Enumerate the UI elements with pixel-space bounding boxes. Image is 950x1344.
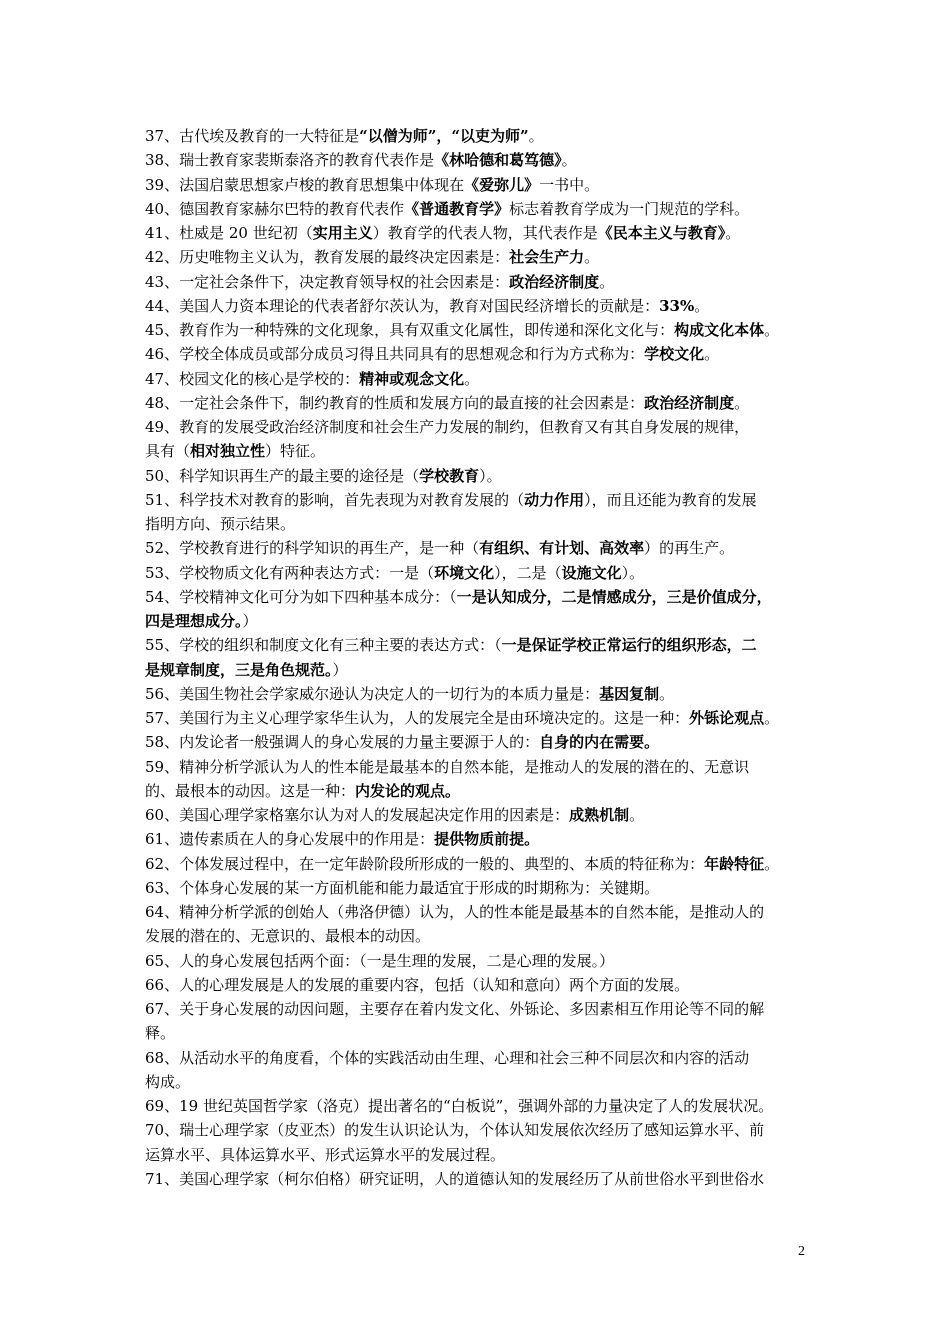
text-line: [145, 536, 817, 560]
text-line: [145, 706, 817, 730]
text-segment: ），二是（: [494, 563, 562, 582]
text-line: [145, 318, 817, 342]
text-line: [145, 173, 817, 197]
text-segment: 52、学校教育进行的科学知识的再生产，是一种（: [145, 539, 480, 558]
text-segment: 68、从活动水平的角度看，个体的实践活动由生理、心理和社会三种不同层次和内容的活动: [145, 1048, 750, 1067]
text-segment: 60、美国心理学家格塞尔认为对人的发展起决定作用的因素是：: [145, 806, 570, 824]
bold-answer: 动力作用: [524, 490, 585, 509]
text-segment: 67、关于身心发展的动因问题，主要存在着内发文化、外铄论、多因素相互作用论等不同的解: [145, 1000, 765, 1018]
text-segment: 47、校园文化的核心是学校的：: [145, 369, 360, 388]
bold-answer: 相对独立性: [190, 442, 266, 461]
bold-answer: 实用主义: [312, 224, 373, 242]
text-line: [145, 949, 817, 973]
text-segment: 58、内发论者一般强调人的身心发展的力量主要源于人的：: [145, 733, 540, 752]
text-segment: 54、学校精神文化可分为如下四种基本成分：（: [145, 587, 457, 606]
text-line: [145, 682, 817, 706]
text-line: [145, 512, 817, 536]
bold-answer: 学校教育: [419, 466, 480, 485]
text-segment: 49、教育的发展受政治经济制度和社会生产力发展的制约，但教育又有其自身发展的规律，: [145, 418, 750, 436]
text-segment: ）特征。: [265, 442, 326, 461]
text-line: [145, 415, 817, 439]
text-line: [145, 294, 817, 318]
bold-answer: 自身的内在需要。: [539, 733, 660, 752]
text-segment: ）: [332, 660, 348, 679]
text-segment: 65、人的身心发展包括两个面：（一是生理的发展，二是心理的发展。）: [145, 951, 615, 970]
text-body: [145, 124, 817, 1191]
text-segment: 56、美国生物社会学家威尔逊认为决定人的一切行为的本质力量是：: [145, 684, 600, 703]
text-line: [145, 852, 817, 876]
text-line: [145, 1094, 817, 1118]
text-line: [145, 342, 817, 366]
bold-answer: 四是理想成分。: [145, 612, 243, 630]
text-segment: 标志着教育学成为一门规范的学科。: [509, 199, 750, 218]
text-segment: ）。: [479, 466, 502, 485]
text-line: [145, 779, 817, 803]
text-line: [145, 973, 817, 997]
text-line: [145, 803, 817, 827]
text-segment: 59、精神分析学派认为人的性本能是最基本的自然本能，是推动人的发展的潜在的、无意识: [145, 757, 750, 776]
text-line: [145, 124, 817, 148]
text-segment: 53、学校物质文化有两种表达方式：一是（: [145, 563, 435, 582]
text-segment: 。: [584, 248, 600, 267]
text-line: [145, 827, 817, 851]
text-segment: 51、科学技术对教育的影响，首先表现为对教育发展的（: [145, 490, 525, 509]
bold-answer: 政治经济制度: [644, 393, 735, 412]
text-line: [145, 367, 817, 391]
bold-answer: 是规章制度，三是角色规范。: [145, 660, 333, 679]
bold-answer: 精神或观念文化: [359, 369, 465, 388]
bold-answer: 内发论的观点。: [355, 781, 461, 800]
text-line: [145, 488, 817, 512]
text-segment: 的、最根本的动因。这是一种：: [145, 781, 356, 800]
bold-answer: 33%: [659, 296, 695, 315]
text-segment: 44、美国人力资本理论的代表者舒尔茨认为，教育对国民经济增长的贡献是：: [145, 296, 660, 315]
text-line: [145, 924, 817, 948]
text-segment: 70、瑞士心理学家（皮亚杰）的发生认识论认为，个体认知发展依次经历了感知运算水平、前: [145, 1121, 765, 1140]
text-line: [145, 755, 817, 779]
text-segment: 具有（: [145, 442, 191, 461]
bold-answer: 设施文化: [561, 563, 622, 582]
text-line: [145, 876, 817, 900]
text-segment: ）教育学的代表人物，其代表作是: [372, 224, 598, 242]
text-segment: 指明方向、预示结果。: [145, 515, 296, 533]
bold-answer: 外铄论观点: [689, 709, 765, 727]
text-segment: 57、美国行为主义心理学家华生认为，人的发展完全是由环境决定的。这是一种：: [145, 709, 690, 727]
bold-answer: 提供物质前提。: [434, 830, 540, 849]
bold-answer: 《爱弥儿》: [464, 175, 540, 194]
bold-answer: 年龄特征: [704, 854, 765, 873]
text-line: [145, 658, 817, 682]
bold-answer: 一是保证学校正常运行的组织形态，二: [501, 636, 757, 655]
text-line: [145, 1021, 817, 1045]
text-segment: 46、学校全体成员或部分成员习得且共同具有的思想观念和行为方式称为：: [145, 345, 645, 364]
text-segment: 构成。: [145, 1072, 191, 1091]
text-line: [145, 997, 817, 1021]
text-line: [145, 197, 817, 221]
bold-answer: 社会生产力: [509, 248, 585, 267]
text-line: [145, 1143, 817, 1167]
text-segment: 41、杜威是 20 世纪初（: [145, 224, 313, 242]
bold-answer: 一是认知成分，二是情感成分，三是价值成分，: [456, 587, 772, 606]
page-number: 2: [798, 1244, 805, 1259]
text-line: [145, 270, 817, 294]
bold-answer: 有组织、有计划、高效率: [479, 539, 645, 558]
text-line: [145, 561, 817, 585]
bold-answer: 政治经济制度: [509, 272, 600, 291]
text-line: [145, 1167, 817, 1191]
text-segment: 。: [629, 806, 645, 824]
text-segment: 。: [764, 709, 780, 727]
text-segment: 。: [734, 393, 750, 412]
text-line: [145, 1070, 817, 1094]
text-segment: 。: [528, 127, 544, 145]
text-segment: 55、学校的组织和制度文化有三种主要的表达方式：（: [145, 636, 502, 655]
text-line: [145, 633, 817, 657]
text-segment: 62、个体发展过程中，在一定年龄阶段所形成的一般的、典型的、本质的特征称为：: [145, 854, 705, 873]
text-line: [145, 900, 817, 924]
text-line: [145, 221, 817, 245]
text-segment: 。: [764, 321, 780, 339]
bold-answer: 《民本主义与教育》: [597, 224, 726, 242]
bold-answer: 基因复制: [599, 684, 660, 703]
text-segment: 。: [561, 151, 577, 170]
text-segment: 43、一定社会条件下，决定教育领导权的社会因素是：: [145, 272, 510, 291]
bold-answer: 学校文化: [644, 345, 705, 364]
text-segment: 。: [599, 272, 615, 291]
text-line: [145, 1046, 817, 1070]
text-line: [145, 609, 817, 633]
text-segment: ）的再生产。: [644, 539, 735, 558]
text-segment: 69、19 世纪英国哲学家（洛克）提出著名的“白板说”，强调外部的力量决定了人的发展状况。: [145, 1097, 774, 1115]
text-segment: 39、法国启蒙思想家卢梭的教育思想集中体现在: [145, 175, 465, 194]
text-segment: 42、历史唯物主义认为，教育发展的最终决定因素是：: [145, 248, 510, 267]
bold-answer: 环境文化: [434, 563, 495, 582]
text-segment: 一书中。: [539, 175, 600, 194]
text-segment: 。: [704, 345, 720, 364]
text-line: [145, 730, 817, 754]
text-segment: ）。: [621, 563, 645, 582]
bold-answer: 成熟机制: [569, 806, 630, 824]
text-segment: 45、教育作为一种特殊的文化现象，具有双重文化属性，即传递和深化文化与：: [145, 321, 675, 339]
text-segment: 运算水平、具体运算水平、形式运算水平的发展过程。: [145, 1145, 506, 1164]
text-segment: 64、精神分析学派的创始人（弗洛伊德）认为，人的性本能是最基本的自然本能，是推动人的: [145, 903, 765, 921]
text-segment: 37、古代埃及教育的一大特征是: [145, 127, 360, 145]
text-segment: 释。: [145, 1024, 176, 1043]
text-segment: 71、美国心理学家（柯尔伯格）研究证明，人的道德认知的发展经历了从前世俗水平到世俗水: [145, 1169, 765, 1188]
text-segment: 。: [725, 224, 741, 242]
text-segment: ），而且还能为教育的发展: [584, 490, 757, 509]
text-segment: 。: [694, 296, 710, 315]
text-line: [145, 148, 817, 172]
text-segment: 66、人的心理发展是人的发展的重要内容，包括（认知和意向）两个方面的发展。: [145, 975, 690, 994]
text-segment: 40、德国教育家赫尔巴特的教育代表作: [145, 199, 405, 218]
text-line: [145, 1118, 817, 1142]
text-segment: 50、科学知识再生产的最主要的途径是（: [145, 466, 420, 485]
text-segment: 。: [659, 684, 675, 703]
text-segment: 38、瑞士教育家裴斯泰洛齐的教育代表作是: [145, 151, 435, 170]
text-segment: 48、一定社会条件下，制约教育的性质和发展方向的最直接的社会因素是：: [145, 393, 645, 412]
text-segment: 61、遗传素质在人的身心发展中的作用是：: [145, 830, 435, 849]
text-segment: 63、个体身心发展的某一方面机能和能力最适宜于形成的时期称为：关键期。: [145, 878, 660, 897]
text-segment: 。: [764, 854, 780, 873]
bold-answer: 《普通教育学》: [404, 199, 510, 218]
bold-answer: 《林哈德和葛笃德》: [434, 151, 562, 170]
bold-answer: 构成文化本体: [674, 321, 765, 339]
text-segment: ）: [242, 612, 258, 630]
text-line: [145, 439, 817, 463]
text-line: [145, 391, 817, 415]
text-segment: 。: [464, 369, 480, 388]
text-segment: 发展的潜在的、无意识的、最根本的动因。: [145, 927, 431, 946]
text-line: [145, 464, 817, 488]
text-line: [145, 585, 817, 609]
bold-answer: “以僧为师”，“以吏为师”: [359, 127, 529, 145]
text-line: [145, 245, 817, 269]
